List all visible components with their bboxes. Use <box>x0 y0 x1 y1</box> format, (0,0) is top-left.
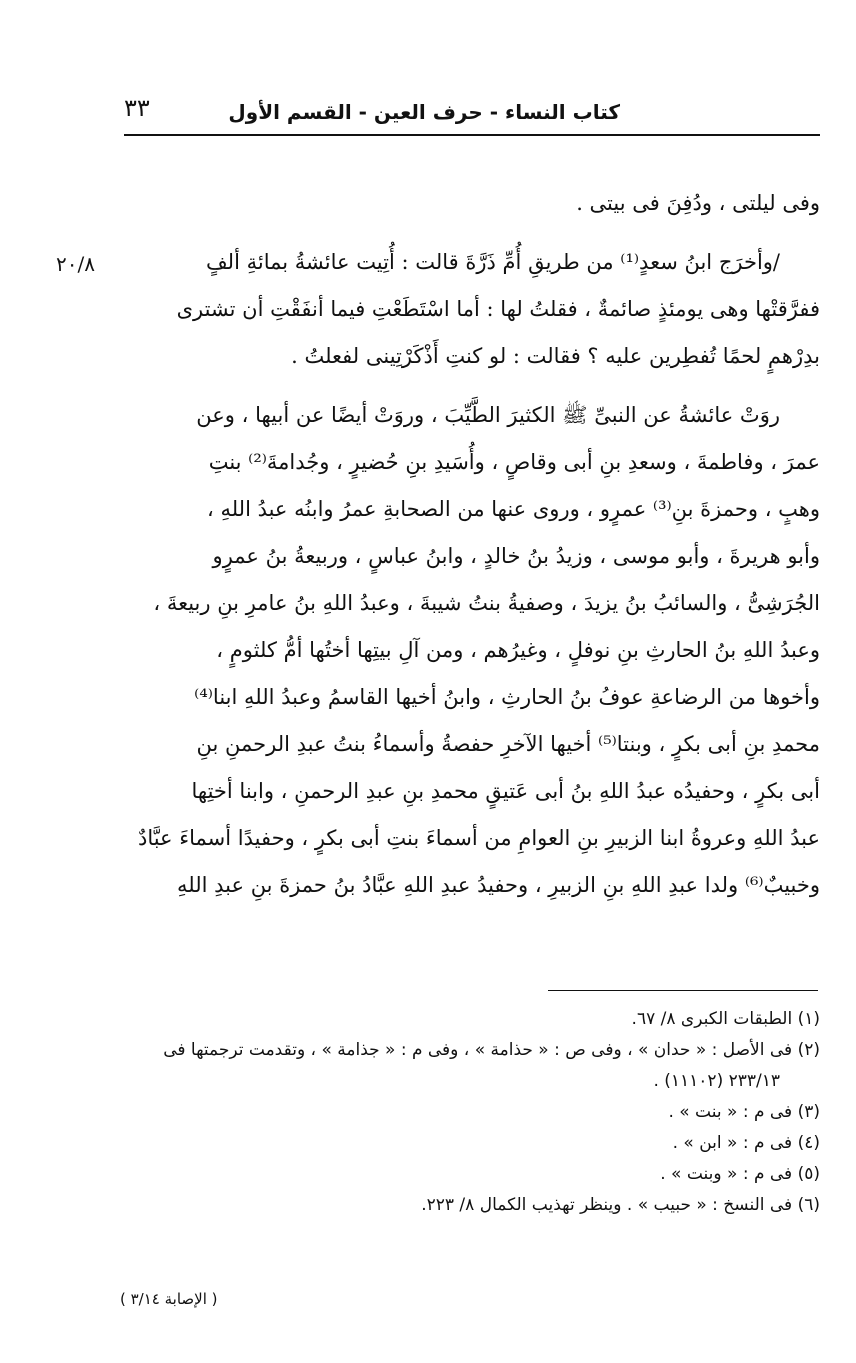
text-line: أبى بكرٍ ، وحفيدُه عبدُ اللهِ بنُ أبى عَتيقٍ محمدِ بنِ عبدِ الرحمنِ ، وابنا أختِها <box>191 779 820 803</box>
running-header <box>120 92 820 132</box>
header-title: كتاب النساء - حرف العين - القسم الأول <box>228 100 620 124</box>
text-line: بدِرْهمٍ لحمًا تُفطِرين عليه ؟ فقالت : لو كنتِ أَذْكَرْتِينى لفعلتُ . <box>291 344 820 368</box>
text-line: روَتْ عائشةُ عن النبىِّ ﷺ الكثيرَ الطَّيِّبَ ، وروَتْ أيضًا عن أبيها ، وعن <box>196 403 780 427</box>
text-line: وخبيبٌ⁽⁶⁾ ولدا عبدِ اللهِ بنِ الزبيرِ ، وحفيدُ عبدِ اللهِ عبَّادُ بنُ حمزةَ بنِ عبدِ اللهِ <box>177 873 820 897</box>
page-number: ٣٣ <box>124 94 150 122</box>
text-line: عبدُ اللهِ وعروةُ ابنا الزبيرِ بنِ العوامِ من أسماءَ بنتِ أبى بكرٍ ، وحفيدًا أسماءَ عبَّادٌ <box>137 826 820 850</box>
text-line: الجُرَشِىُّ ، والسائبُ بنُ يزيدَ ، وصفيةُ بنتُ شيبةَ ، وعبدُ اللهِ بنُ عامرِ بنِ ربيعةَ ، <box>153 591 820 615</box>
text-line: ففرَّقتْها وهى يومئذٍ صائمةٌ ، فقلتُ لها : أما اسْتَطَعْتِ فيما أنفَقْتِ أن تشترى <box>176 297 820 321</box>
text-line: وأخوها من الرضاعةِ عوفُ بنُ الحارثِ ، وابنُ أخيها القاسمُ وعبدُ اللهِ ابنا⁽⁴⁾ <box>194 685 820 709</box>
footnote-4: (٤) فى م : « ابن » . <box>672 1133 820 1153</box>
text-line: وفى ليلتى ، ودُفِنَ فى بيتى . <box>576 191 820 215</box>
footnote-6: (٦) فى النسخ : « حبيب » . وينظر تهذيب الكمال ٨/ ٢٢٣. <box>421 1195 820 1215</box>
margin-reference: ٢٠/٨ <box>56 252 95 276</box>
footnote-3: (٣) فى م : « بنت » . <box>668 1102 820 1122</box>
footnote-rule <box>548 990 818 991</box>
text-line: وعبدُ اللهِ بنُ الحارثِ بنِ نوفلٍ ، وغيرُهم ، ومن آلِ بيتِها أختُها أمُّ كلثومٍ ، <box>216 638 820 662</box>
text-line: عمرَ ، وفاطمةَ ، وسعدِ بنِ أبى وقاصٍ ، وأُسَيدِ بنِ حُضيرٍ ، وجُدامةَ⁽²⁾ بنتِ <box>208 450 820 474</box>
bottom-source-reference: ( الإصابة ٣/١٤ ) <box>120 1290 218 1308</box>
text-line: محمدِ بنِ أبى بكرٍ ، وبنتا⁽⁵⁾ أخيها الآخرِ حفصةُ وأسماءُ بنتُ عبدِ الرحمنِ بنِ <box>196 732 820 756</box>
main-text <box>124 180 820 909</box>
footnote-2-continuation: ٢٣٣/١٣ (١١١٠٢) . <box>653 1071 780 1091</box>
footnotes <box>120 1004 820 1221</box>
footnote-5: (٥) فى م : « وبنت » . <box>660 1164 820 1184</box>
header-rule <box>124 134 820 136</box>
text-line: وأبو هريرةَ ، وأبو موسى ، وزيدُ بنُ خالدٍ ، وابنُ عباسٍ ، وربيعةُ بنُ عمرٍو <box>212 544 820 568</box>
text-line: وهبٍ ، وحمزةَ بنِ⁽³⁾ عمرٍو ، وروى عنها من الصحابةِ عمرُ وابنُه عبدُ اللهِ ، <box>207 497 820 521</box>
text-line: /وأخرَج ابنُ سعدٍ⁽¹⁾ من طريقِ أُمِّ ذَرَّةَ قالت : أُتِيت عائشةُ بمائةِ ألفٍ <box>205 250 780 274</box>
footnote-1: (١) الطبقات الكبرى ٨/ ٦٧. <box>631 1009 820 1029</box>
footnote-2: (٢) فى الأصل : « حدان » ، وفى ص : « حذامة » ، وفى م : « جذامة » ، وتقدمت ترجمتها فى <box>163 1040 820 1060</box>
